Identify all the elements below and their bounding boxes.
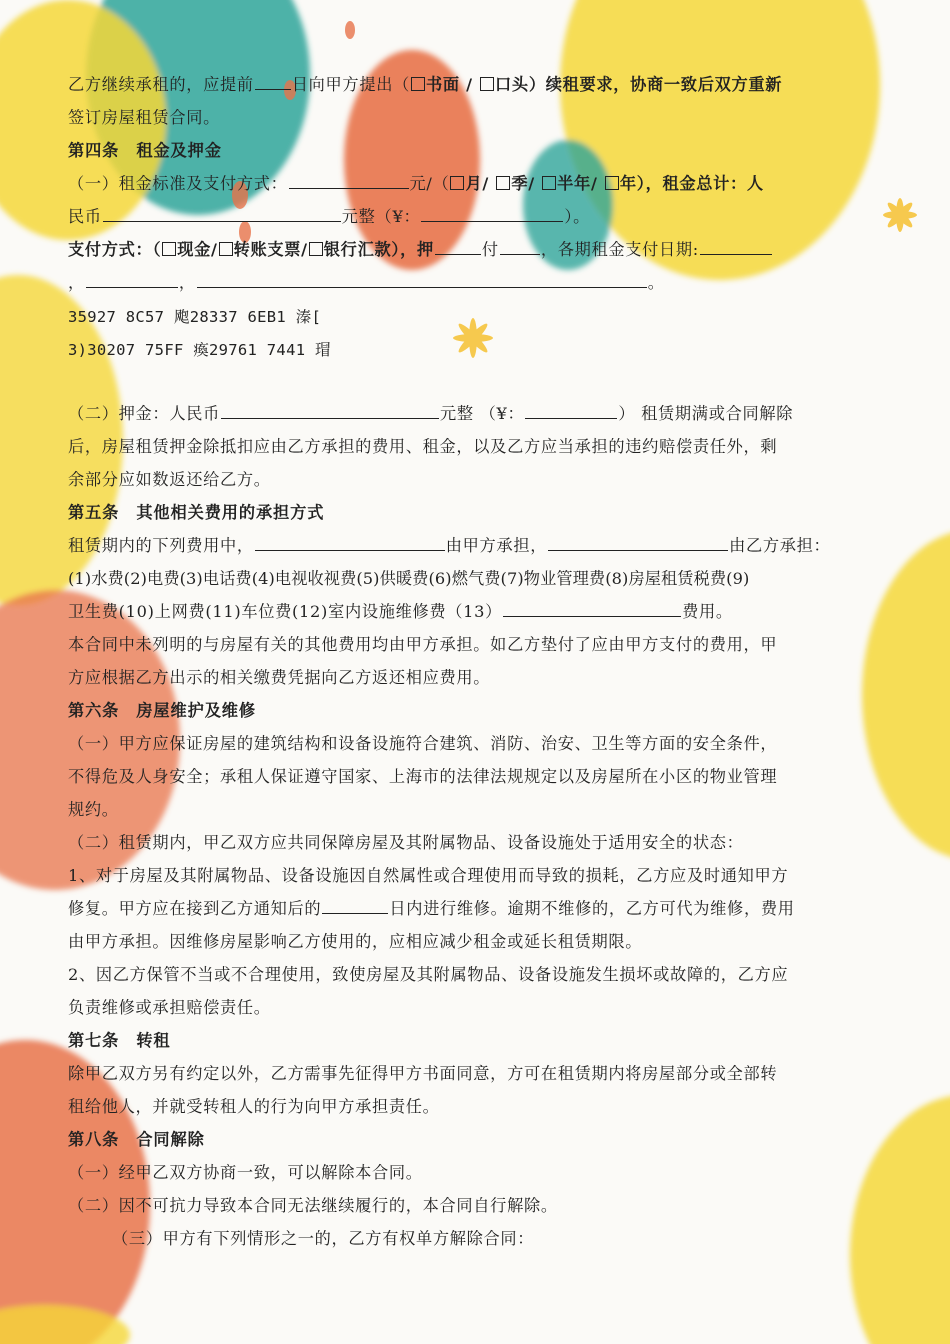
text-segment: ， <box>68 273 85 292</box>
checkbox[interactable] <box>605 176 619 190</box>
fill-blank[interactable] <box>103 203 341 222</box>
text-segment: 元整 （¥： <box>440 404 525 423</box>
text-segment: 修复。甲方应在接到乙方通知后的 <box>68 899 322 918</box>
text-line: (1)水费(2)电费(3)电话费(4)电视收视费(5)供暖费(6)燃气费(7)物业管理费(8)房屋租赁税费(9) <box>68 569 750 588</box>
text-line <box>68 70 880 100</box>
text-line: （一）经甲乙双方协商一致，可以解除本合同。 <box>68 1163 423 1182</box>
text-line <box>68 235 880 265</box>
checkbox[interactable] <box>219 242 233 256</box>
text-line: （二）租赁期内，甲乙双方应共同保障房屋及其附属物品、设备设施处于适用安全的状态： <box>68 833 744 852</box>
text-line: 方应根据乙方出示的相关缴费凭据向乙方返还相应费用。 <box>68 668 491 687</box>
text-segment: （二）押金：人民币 <box>68 404 220 423</box>
text-line: （三）甲方有下列情形之一的，乙方有权单方解除合同： <box>112 1229 535 1248</box>
text-line: 2、因乙方保管不当或不合理使用，致使房屋及其附属物品、设备设施发生损坏或故障的，乙方应 <box>68 965 789 984</box>
text-segment: 由甲方承担， <box>445 536 548 555</box>
text-line: 除甲乙双方另有约定以外，乙方需事先征得甲方书面同意，方可在租赁期内将房屋部分或全部转 <box>68 1064 778 1083</box>
text-segment: 租赁期内的下列费用中， <box>68 536 254 555</box>
text-segment: （一）租金标准及支付方式： <box>68 174 288 193</box>
fill-blank[interactable] <box>525 400 617 419</box>
text-segment: ， <box>178 273 196 292</box>
fill-blank[interactable] <box>435 236 481 255</box>
section-heading: 第七条 转租 <box>68 1031 171 1050</box>
checkbox[interactable] <box>162 242 176 256</box>
text-segment: 银行汇款），押 <box>323 240 434 259</box>
text-segment: 支付方式：（ <box>68 240 162 259</box>
text-segment: 付 <box>481 240 499 259</box>
text-segment: 口头）续租要求，协商一致后双方重新 <box>495 75 783 94</box>
text-line: 余部分应如数返还给乙方。 <box>68 470 271 489</box>
text-line: 由甲方承担。因维修房屋影响乙方使用的，应相应减少租金或延长租赁期限。 <box>68 932 643 951</box>
text-segment: 费用。 <box>682 602 733 621</box>
fill-blank[interactable] <box>322 895 388 914</box>
text-line: （一）甲方应保证房屋的建筑结构和设备设施符合建筑、消防、治安、卫生等方面的安全条件， <box>68 734 778 753</box>
text-line: 规约。 <box>68 800 119 819</box>
text-line <box>68 597 880 627</box>
text-line: （二）因不可抗力导致本合同无法继续履行的，本合同自行解除。 <box>68 1196 558 1215</box>
fill-blank[interactable] <box>255 71 291 90</box>
text-line <box>68 202 880 232</box>
fill-blank[interactable] <box>421 203 563 222</box>
text-segment: ） 租赁期满或合同解除 <box>618 404 794 423</box>
text-segment: 元整（¥： <box>341 207 421 226</box>
text-segment: 现金/ <box>177 240 218 259</box>
text-segment: 日内进行维修。逾期不维修的，乙方可代为维修，费用 <box>389 899 795 918</box>
text-segment: 由乙方承担： <box>729 536 831 555</box>
text-line: 签订房屋租赁合同。 <box>68 108 220 127</box>
checkbox[interactable] <box>480 77 494 91</box>
text-segment: 卫生费(10)上网费(11)车位费(12)室内设施维修费（13） <box>68 602 503 621</box>
checkbox[interactable] <box>411 77 425 91</box>
text-line: 租给他人，并就受转租人的行为向甲方承担责任。 <box>68 1097 440 1116</box>
garbled-text-line: 3)30207 75FF 瘓29761 7441 瑁 <box>68 341 331 359</box>
fill-blank[interactable] <box>255 532 445 551</box>
fill-blank[interactable] <box>548 532 728 551</box>
fill-blank[interactable] <box>86 269 178 288</box>
text-line: 1、对于房屋及其附属物品、设备设施因自然属性或合理使用而导致的损耗，乙方应及时通知甲方 <box>68 866 789 885</box>
text-line <box>68 531 880 561</box>
text-line: 后，房屋租赁押金除抵扣应由乙方承担的费用、租金，以及乙方应当承担的违约赔偿责任外，剩 <box>68 437 778 456</box>
text-line: 不得危及人身安全；承租人保证遵守国家、上海市的法律法规规定以及房屋所在小区的物业管理 <box>68 767 778 786</box>
text-line <box>68 169 880 199</box>
text-segment: ）。 <box>564 207 591 226</box>
text-segment: 书面 / <box>425 75 480 94</box>
checkbox[interactable] <box>450 176 464 190</box>
section-heading: 第六条 房屋维护及维修 <box>68 701 256 720</box>
text-segment: 乙方继续承租的，应提前 <box>68 75 254 94</box>
checkbox[interactable] <box>542 176 556 190</box>
text-segment: 月/ <box>465 174 496 193</box>
text-segment: 半年/ <box>557 174 604 193</box>
text-segment: 民币 <box>68 207 102 226</box>
garbled-text-line: 35927 8C57 飑28337 6EB1 溱[ <box>68 308 322 326</box>
section-heading: 第五条 其他相关费用的承担方式 <box>68 503 325 522</box>
fill-blank[interactable] <box>500 236 540 255</box>
fill-blank[interactable] <box>700 236 772 255</box>
text-segment: 。 <box>647 273 665 292</box>
text-segment: 转账支票/ <box>233 240 308 259</box>
text-segment: 元/（ <box>409 174 450 193</box>
text-line <box>68 894 880 924</box>
section-heading: 第四条 租金及押金 <box>68 141 222 160</box>
text-segment: 日向甲方提出（ <box>291 75 410 94</box>
text-line: 本合同中未列明的与房屋有关的其他费用均由甲方承担。如乙方垫付了应由甲方支付的费用，甲 <box>68 635 778 654</box>
text-segment: 季/ <box>511 174 542 193</box>
text-line <box>68 268 880 298</box>
text-segment: 年），租金总计：人 <box>619 174 764 193</box>
text-line: 负责维修或承担赔偿责任。 <box>68 998 271 1017</box>
section-heading: 第八条 合同解除 <box>68 1130 205 1149</box>
text-line <box>68 399 880 429</box>
fill-blank[interactable] <box>197 269 647 288</box>
text-segment: ，各期租金支付日期: <box>540 240 699 259</box>
fill-blank[interactable] <box>503 598 681 617</box>
fill-blank[interactable] <box>289 170 409 189</box>
checkbox[interactable] <box>309 242 323 256</box>
fill-blank[interactable] <box>221 400 439 419</box>
checkbox[interactable] <box>496 176 510 190</box>
